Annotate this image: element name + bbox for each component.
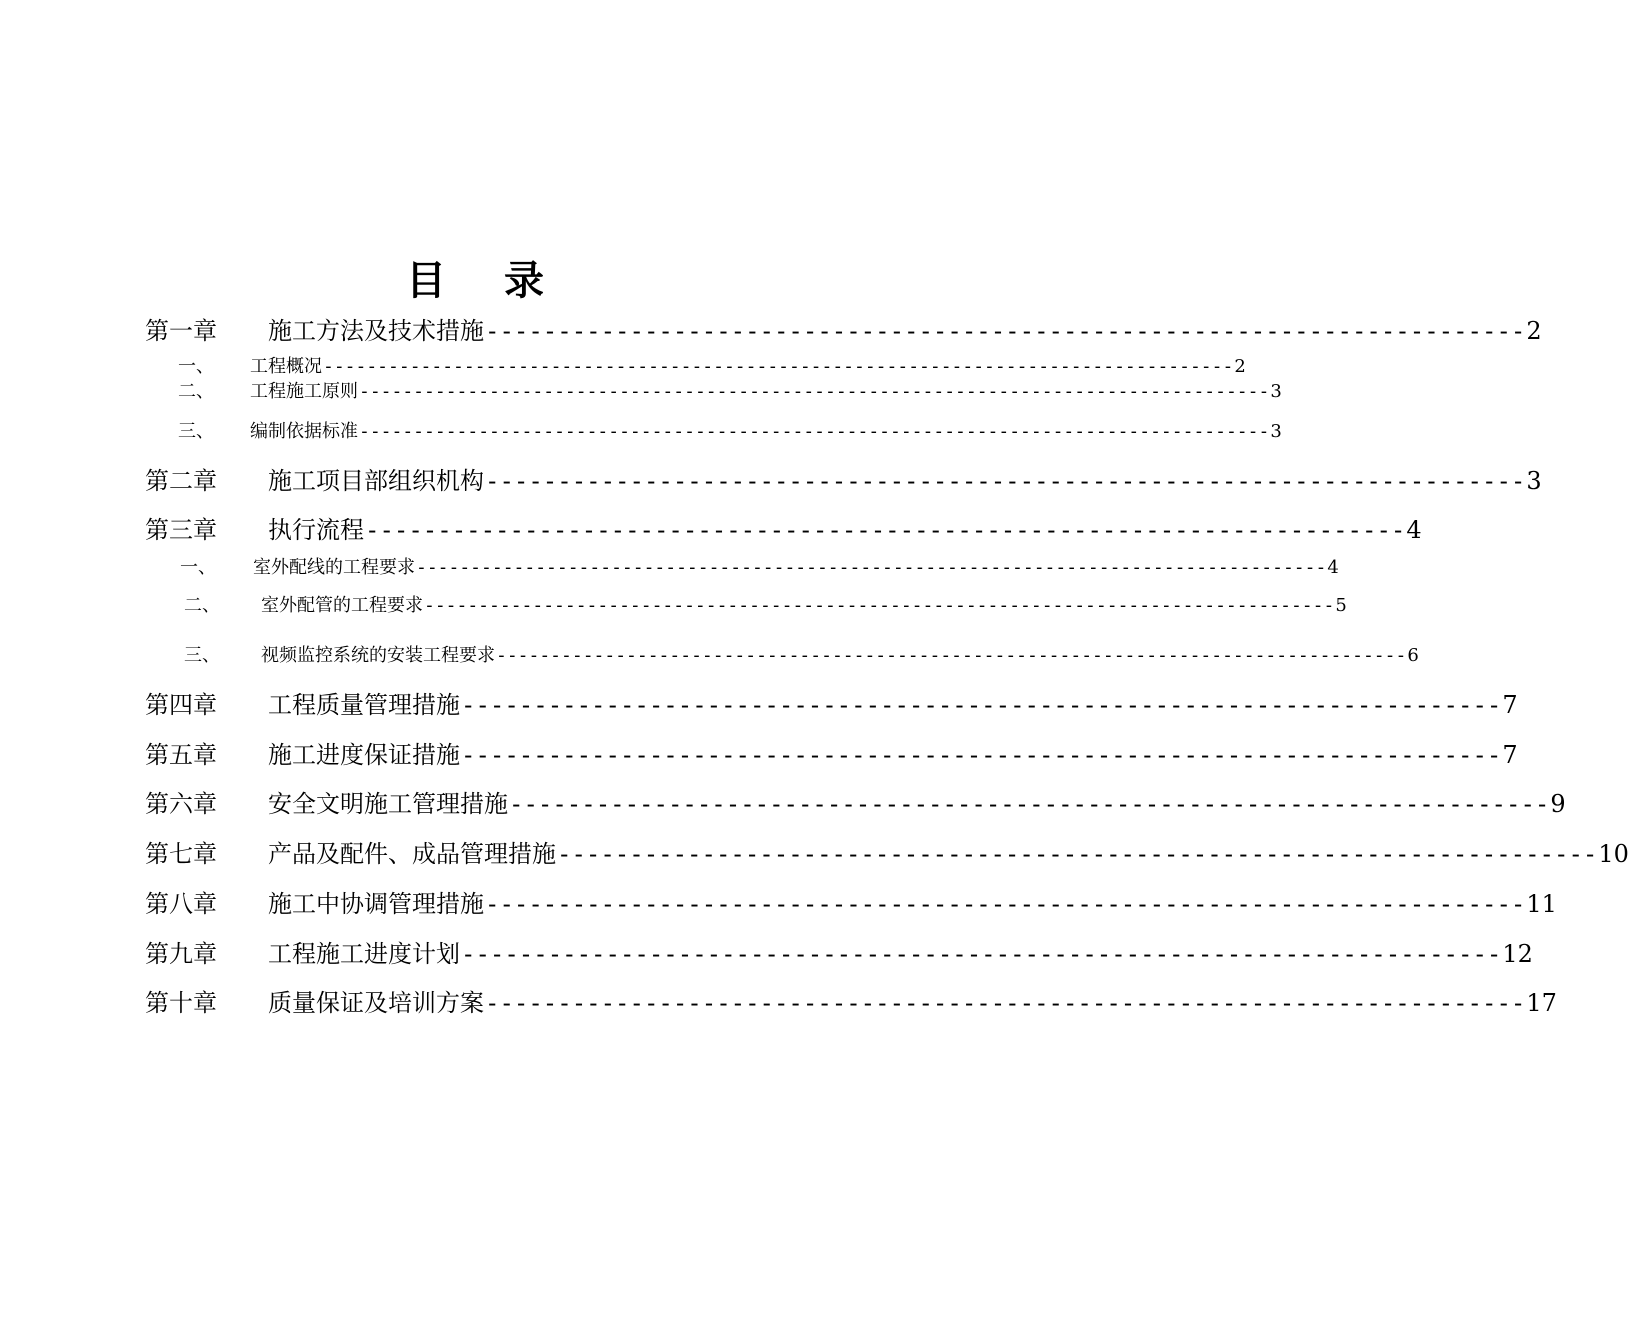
toc-entry-page: 12 (1502, 940, 1533, 968)
toc-entry-label: 工程施工原则 (250, 381, 358, 402)
toc-entry-section-3-3[interactable] (184, 645, 1419, 667)
dot-leader: ------------------------------------------------------------------------ (461, 691, 1502, 719)
dot-leader: ------------------------------------------------------------------------------------ (496, 645, 1407, 666)
toc-entry-number: 第三章 (145, 516, 217, 544)
toc-entry-chapter-1[interactable] (145, 316, 1542, 346)
toc-entry-section-1-2[interactable] (178, 381, 1282, 403)
toc-entry-number: 第四章 (145, 691, 217, 719)
toc-entry-number: 第二章 (145, 467, 217, 495)
dot-leader: ------------------------------------------------------------------------------------ (359, 381, 1270, 402)
toc-entry-page: 9 (1550, 790, 1566, 818)
toc-entry-label: 室外配线的工程要求 (253, 557, 415, 578)
toc-entry-number: 二、 (184, 595, 220, 616)
dot-leader: ------------------------------------------------------------------------------------ (424, 595, 1335, 616)
toc-entry-number: 一、 (178, 356, 214, 377)
toc-entry-label: 安全文明施工管理措施 (268, 790, 508, 818)
dot-leader: ------------------------------------------------------------------------------------ (323, 356, 1234, 377)
toc-entry-number: 二、 (178, 381, 214, 402)
toc-entry-number: 第八章 (145, 890, 217, 918)
toc-entry-chapter-5[interactable] (145, 740, 1518, 770)
dot-leader: ------------------------------------------------------------------------ (485, 890, 1526, 918)
toc-entry-chapter-6[interactable] (145, 789, 1566, 819)
toc-entry-page: 4 (1327, 557, 1339, 578)
toc-entry-page: 6 (1407, 645, 1419, 666)
toc-entry-page: 5 (1335, 595, 1347, 616)
dot-leader: ------------------------------------------------------------------------ (461, 940, 1502, 968)
toc-entry-label: 工程概况 (250, 356, 322, 377)
toc-entry-section-1-1[interactable] (178, 356, 1246, 378)
toc-entry-number: 第七章 (145, 840, 217, 868)
toc-entry-number: 第九章 (145, 940, 217, 968)
toc-entry-page: 10 (1598, 840, 1629, 868)
dot-leader: ------------------------------------------------------------------------ (485, 317, 1526, 345)
toc-entry-number: 一、 (180, 557, 216, 578)
dot-leader: ------------------------------------------------------------------------ (509, 790, 1550, 818)
toc-entry-label: 施工中协调管理措施 (268, 890, 484, 918)
toc-entry-number: 第十章 (145, 989, 217, 1017)
toc-entry-number: 第六章 (145, 790, 217, 818)
dot-leader: ------------------------------------------------------------------------ (365, 516, 1406, 544)
toc-entry-label: 执行流程 (268, 516, 364, 544)
toc-entry-chapter-9[interactable] (145, 939, 1533, 969)
dot-leader: ------------------------------------------------------------------------ (485, 989, 1526, 1017)
toc-entry-chapter-7[interactable] (145, 839, 1629, 869)
toc-entry-number: 三、 (184, 645, 220, 666)
toc-entry-label: 工程质量管理措施 (268, 691, 460, 719)
toc-entry-number: 第五章 (145, 741, 217, 769)
dot-leader: ------------------------------------------------------------------------------------ (359, 421, 1270, 442)
toc-entry-section-3-2[interactable] (184, 595, 1347, 617)
toc-entry-label: 工程施工进度计划 (268, 940, 460, 968)
toc-entry-page: 7 (1502, 691, 1518, 719)
toc-entry-chapter-3[interactable] (145, 515, 1422, 545)
toc-entry-number: 三、 (178, 421, 214, 442)
toc-entry-label: 质量保证及培训方案 (268, 989, 484, 1017)
dot-leader: ------------------------------------------------------------------------------------ (416, 557, 1327, 578)
toc-entry-page: 2 (1526, 317, 1542, 345)
toc-entry-page: 4 (1406, 516, 1422, 544)
toc-entry-section-1-3[interactable] (178, 421, 1282, 443)
dot-leader: ------------------------------------------------------------------------ (557, 840, 1598, 868)
toc-entry-page: 3 (1270, 381, 1282, 402)
toc-entry-number: 第一章 (145, 317, 217, 345)
toc-entry-page: 11 (1526, 890, 1557, 918)
toc-entry-section-3-1[interactable] (180, 557, 1339, 579)
toc-entry-label: 视频监控系统的安装工程要求 (261, 645, 495, 666)
toc-entry-label: 施工项目部组织机构 (268, 467, 484, 495)
toc-entry-chapter-4[interactable] (145, 690, 1518, 720)
toc-entry-label: 施工进度保证措施 (268, 741, 460, 769)
dot-leader: ------------------------------------------------------------------------ (485, 467, 1526, 495)
toc-entry-label: 施工方法及技术措施 (268, 317, 484, 345)
toc-entry-label: 室外配管的工程要求 (261, 595, 423, 616)
page-title: 目 录 (406, 258, 566, 304)
toc-entry-chapter-2[interactable] (145, 466, 1542, 496)
toc-entry-chapter-10[interactable] (145, 988, 1557, 1018)
toc-entry-label: 产品及配件、成品管理措施 (268, 840, 556, 868)
toc-entry-page: 17 (1526, 989, 1557, 1017)
toc-entry-label: 编制依据标准 (250, 421, 358, 442)
dot-leader: ------------------------------------------------------------------------ (461, 741, 1502, 769)
toc-entry-page: 3 (1270, 421, 1282, 442)
toc-entry-page: 2 (1234, 356, 1246, 377)
toc-entry-chapter-8[interactable] (145, 889, 1557, 919)
toc-entry-page: 3 (1526, 467, 1542, 495)
toc-entry-page: 7 (1502, 741, 1518, 769)
